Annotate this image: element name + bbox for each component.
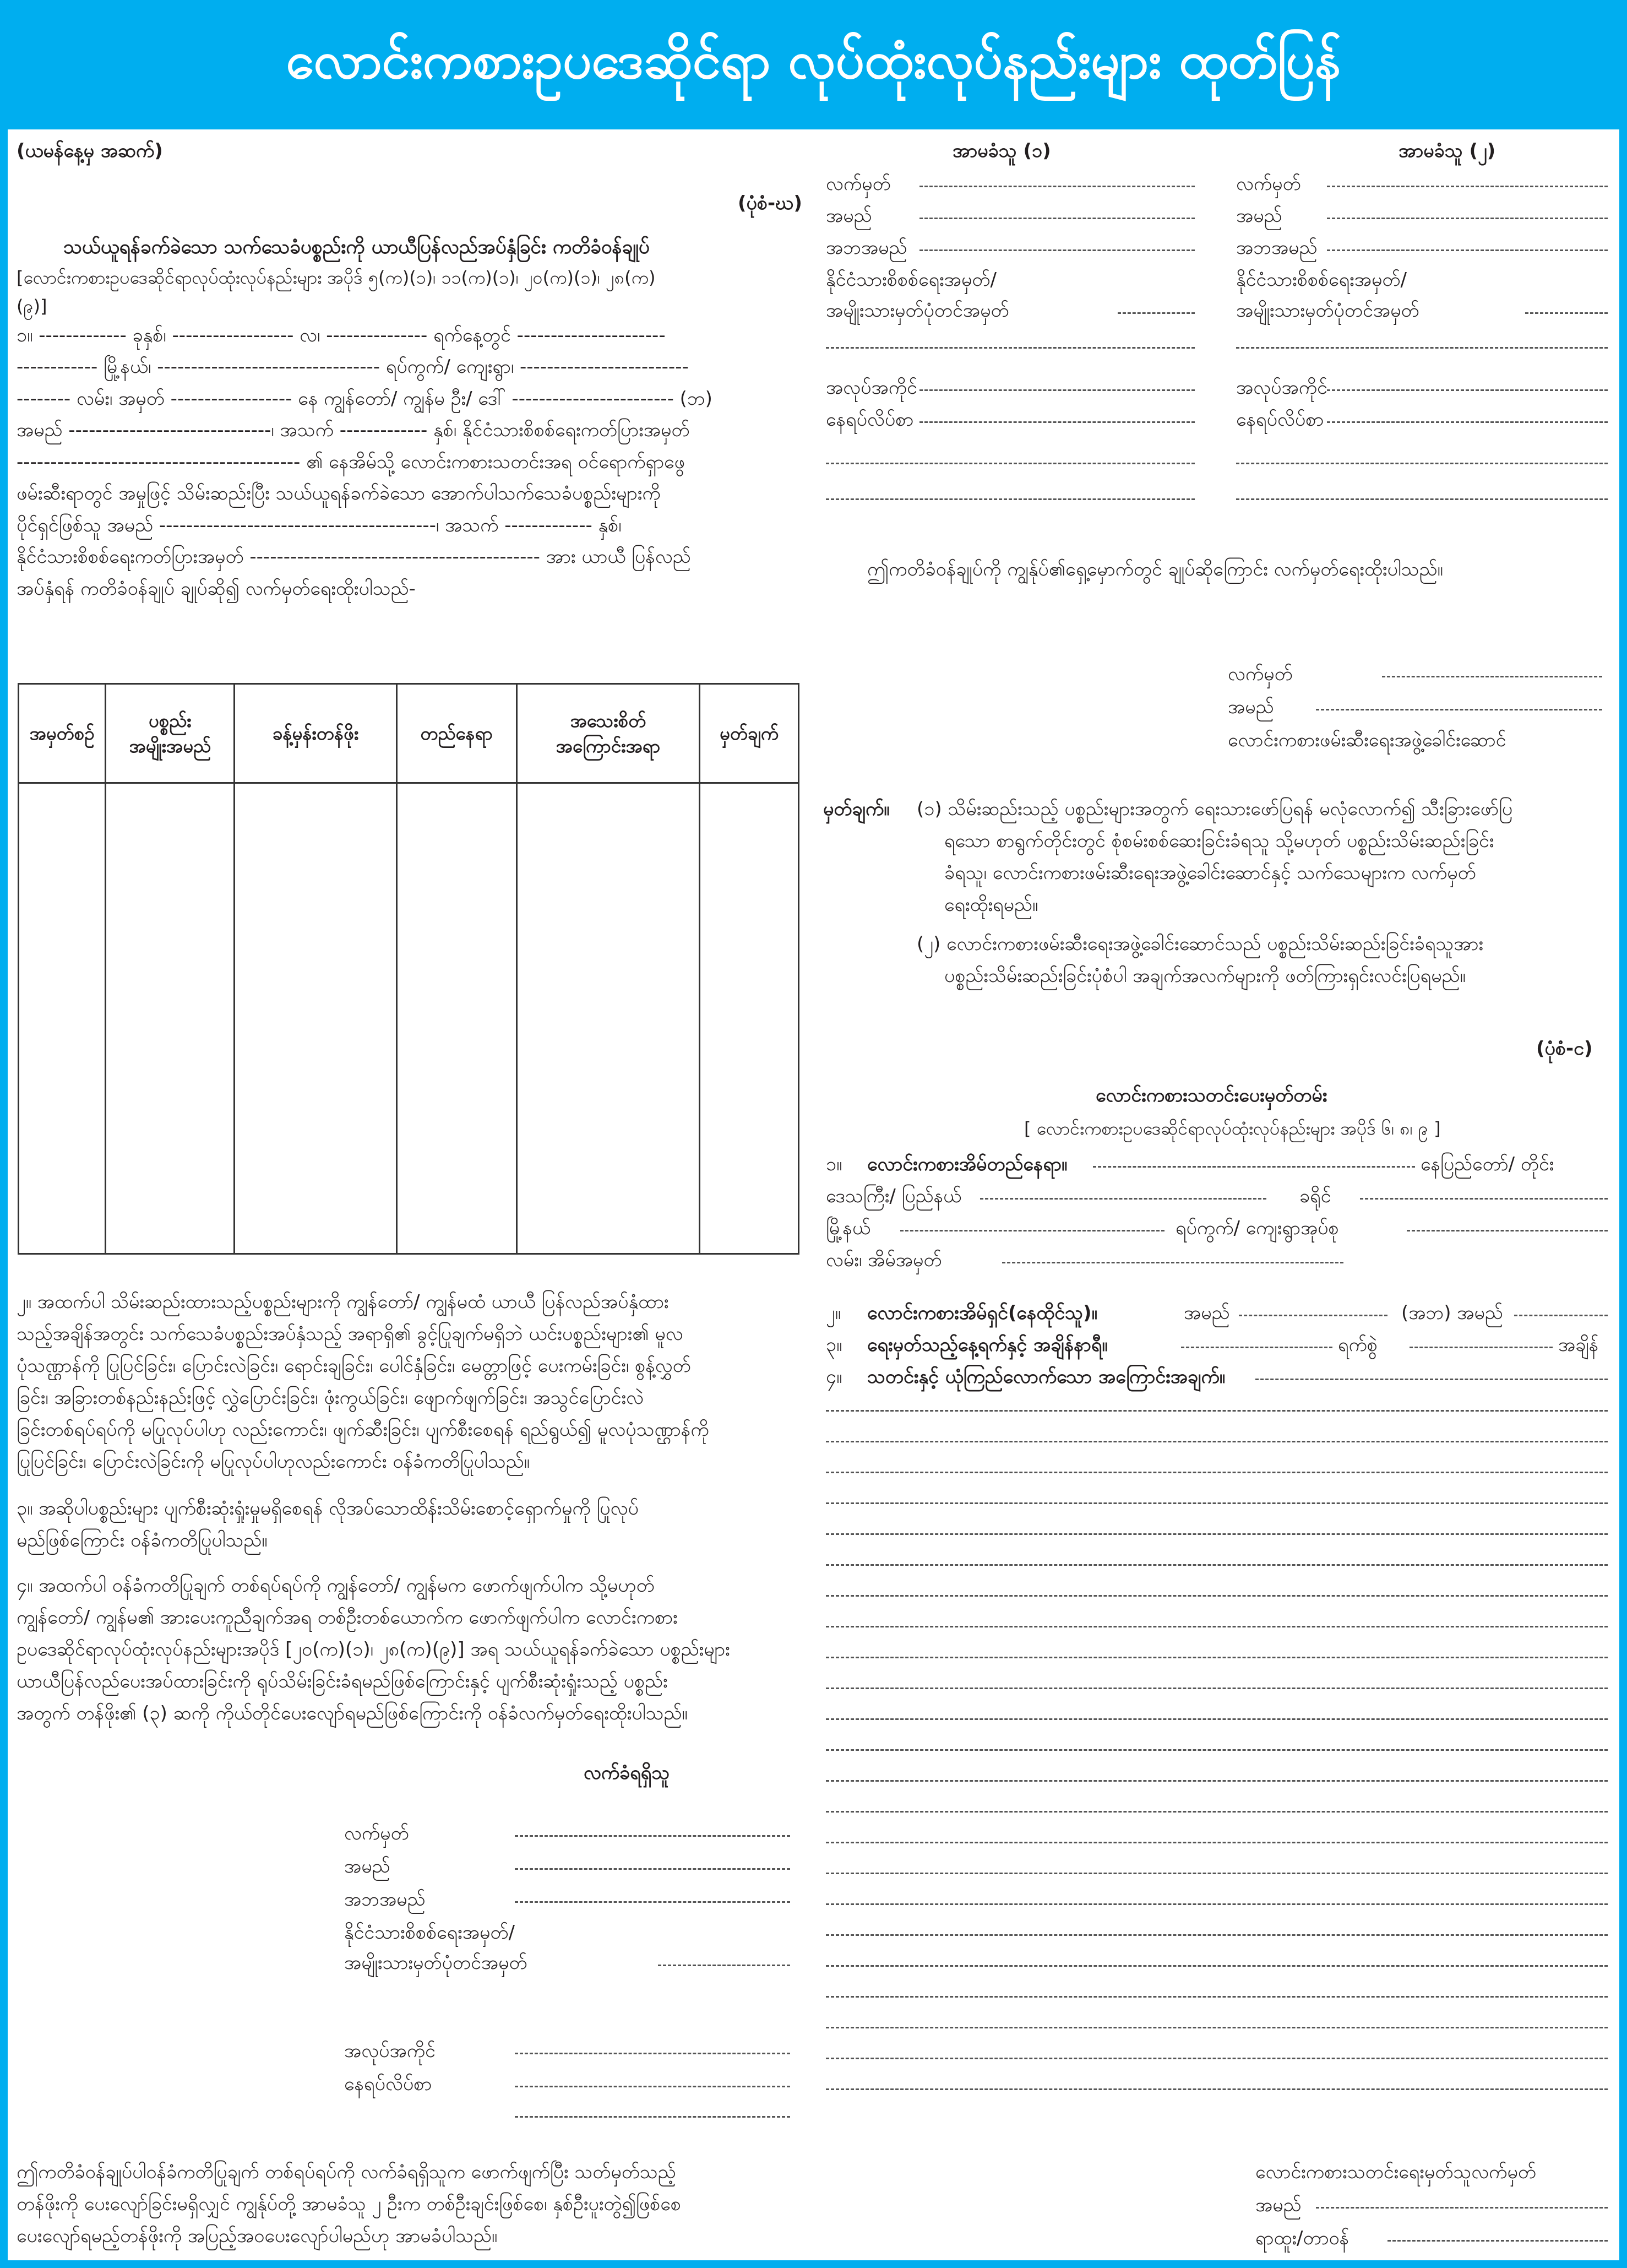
district-line[interactable] [1360, 1198, 1608, 1200]
recorder-name-line[interactable] [1316, 2207, 1608, 2209]
banner-title: လောင်းကစားဥပဒေဆိုင်ရာ လုပ်ထုံးလုပ်နည်းများ ထုတ်ပြန် [286, 30, 1341, 90]
recipient-name-label: အမည် [344, 1855, 390, 1878]
form-reference: [လောင်းကစားဥပဒေဆိုင်ရာလုပ်ထုံးလုပ်နည်းများ အပိုဒ် ၅(က)(၁)၊ ၁၁(က)(၁)၊ ၂၀(က)(၁)၊ ၂၈(က) [17, 267, 656, 288]
table-cell[interactable] [396, 783, 516, 1254]
g1-occupation-line[interactable] [919, 389, 1195, 391]
note-1-line: ခံရသူ၊ လောင်းကစားဖမ်းဆီးရေးအဖွဲ့ခေါင်းဆောင်နှင့် သက်သေများက လက်မှတ် [944, 862, 1476, 884]
reason-writing-line[interactable] [826, 2088, 1608, 2090]
recipient-name-line[interactable] [515, 1868, 790, 1870]
notes-label: မှတ်ချက်။ [823, 798, 890, 820]
table-row [19, 783, 799, 1254]
table-header-row [19, 684, 799, 783]
note-2-line: ပစ္စည်းသိမ်းဆည်းခြင်းပုံစံပါ အချက်အလက်များကို ဖတ်ကြားရှင်းလင်းပြရမည်။ [944, 965, 1466, 987]
table-cell[interactable] [700, 783, 799, 1254]
township-label: မြို့နယ် [826, 1217, 870, 1239]
reason-writing-line[interactable] [826, 1533, 1608, 1535]
reason-line[interactable] [1255, 1379, 1608, 1380]
item-2-number: ၂။ [826, 1302, 841, 1324]
g1-address-line-3[interactable] [826, 498, 1195, 500]
ward-label: ရပ်ကွက်/ ကျေးရွာအုပ်စု [1176, 1217, 1339, 1239]
p2-line: ပြုပြင်ခြင်း၊ ပြောင်းလဲခြင်းကို မပြုလုပ်ပါဟုလည်းကောင်း ဝန်ခံကတိပြုပါသည်။ [17, 1451, 530, 1473]
p1-line: အမည် ------------------------------၊ အသက် ------------- နှစ်၊ နိုင်ငံသားစိစစ်ရေးကတ်ပြားအမှတ် [17, 419, 690, 441]
closing-line: ဤကတိခံဝန်ချုပ်ပါဝန်ခံကတိပြုချက် တစ်ရပ်ရပ်ကို လက်ခံရရှိသူက ဖောက်ဖျက်ပြီး သတ်မှတ်သည့် [17, 2161, 676, 2183]
table-cell[interactable] [19, 783, 106, 1254]
item-1-location-line[interactable] [1093, 1166, 1415, 1168]
reason-writing-line[interactable] [826, 1934, 1608, 1936]
g2-nrc-line[interactable] [1525, 312, 1608, 314]
g1-nrc-line[interactable] [1118, 312, 1195, 314]
witness-statement: ဤကတိခံဝန်ချုပ်ကို ကျွန်ုပ်၏ရှေ့မှောက်တွင် ချုပ်ဆိုကြောင်း လက်မှတ်ရေးထိုးပါသည်။ [867, 558, 1443, 580]
reason-writing-line[interactable] [826, 1873, 1608, 1874]
recipient-father-label: အဘအမည် [344, 1889, 426, 1911]
p1-line: ပိုင်ရှင်ဖြစ်သူ အမည် -----------------------------------------၊ အသက် ------------- နှစ်၊ [17, 514, 622, 536]
col-remarks: မှတ်ချက် [700, 684, 799, 783]
ward-line[interactable] [1407, 1230, 1608, 1231]
recipient-registration-label: အမျိုးသားမှတ်ပုံတင်အမှတ် [344, 1952, 527, 1974]
note-2-line: (၂) လောင်းကစားဖမ်းဆီးရေးအဖွဲ့ခေါင်းဆောင်သည် ပစ္စည်းသိမ်းဆည်းခြင်းခံရသူအား [917, 933, 1484, 955]
note-1-line: ရသော စာရွက်တိုင်းတွင် စုံစမ်းစစ်ဆေးခြင်းခံရသူ သို့မဟုတ် ပစ္စည်းသိမ်းဆည်းခြင်း [944, 830, 1494, 852]
form-title-nga: လောင်းကစားသတင်းပေးမှတ်တမ်း [1096, 1084, 1327, 1106]
recipient-father-line[interactable] [515, 1901, 790, 1903]
p1-line: နိုင်ငံသားစိစစ်ရေးကတ်ပြားအမှတ် ------------------------------------------- အား ယာယီ ပြန်လည် [17, 546, 691, 568]
g1-occupation-label: အလုပ်အကိုင် [826, 377, 917, 399]
g1-name-label: အမည် [826, 205, 872, 227]
g1-nrc-label: နိုင်ငံသားစိစစ်ရေးအမှတ်/ [826, 269, 997, 291]
form-code-nga: (ပုံစံ-င) [1536, 1038, 1593, 1060]
item-4-title: သတင်းနှင့် ယုံကြည်လောက်သော အကြောင်းအချက်။ [867, 1366, 1226, 1388]
reason-writing-line[interactable] [826, 2027, 1608, 2028]
g2-name-label: အမည် [1236, 205, 1282, 227]
street-label: လမ်း၊ အိမ်အမှတ် [826, 1249, 942, 1271]
form-reference-cont: (၉)] [17, 296, 47, 317]
continued-label: (ယမန်နေ့မှ အဆက်) [17, 140, 163, 162]
officer-name-line[interactable] [1316, 709, 1602, 710]
item-2-title: လောင်းကစားအိမ်ရှင်(နေထိုင်သူ)။ [867, 1302, 1097, 1324]
g2-signature-label: လက်မှတ် [1236, 173, 1301, 195]
g1-registration-label: အမျိုးသားမှတ်ပုံတင်အမှတ် [826, 300, 1009, 322]
note-1-line: ရေးထိုးရမည်။ [944, 894, 1038, 916]
g2-nrc-label: နိုင်ငံသားစိစစ်ရေးအမှတ်/ [1236, 269, 1407, 291]
p4-line: ၄။ အထက်ပါ ဝန်ခံကတိပြုချက် တစ်ရပ်ရပ်ကို ကျွန်တော်/ ကျွန်မက ဖောက်ဖျက်ပါက သို့မဟုတ် [17, 1575, 655, 1597]
p4-line: ယာယီပြန်လည်ပေးအပ်ထားခြင်းကို ရုပ်သိမ်းခြင်းခံရမည်ဖြစ်ကြောင်းနှင့် ပျက်စီးဆုံးရှုံးသည့် ပစ္စည်း [17, 1670, 668, 1692]
street-line[interactable] [1002, 1262, 1343, 1263]
g1-signature-line[interactable] [919, 186, 1195, 187]
recipient-address-label: နေရပ်လိပ်စာ [344, 2073, 432, 2095]
p2-line: ၂။ အထက်ပါ သိမ်းဆည်းထားသည့်ပစ္စည်းများကို ကျွန်တော်/ ကျွန်မထံ ယာယီ ပြန်လည်အပ်နှံထား [17, 1291, 669, 1313]
p2-line: ခြင်းတစ်ရပ်ရပ်ကို မပြုလုပ်ပါဟု လည်းကောင်း၊ ဖျက်ဆီးခြင်း၊ ပျက်စီးစေရန် ရည်ရွယ်၍ မူလပုံသဏ္ဌာန်ကို [17, 1419, 709, 1441]
recorder-name-label: အမည် [1255, 2194, 1302, 2216]
g2-occupation-line[interactable] [1327, 389, 1608, 391]
reason-writing-line[interactable] [826, 1688, 1608, 1689]
item-4-number: ၄။ [826, 1366, 842, 1388]
recipient-nrc-line[interactable] [658, 1965, 790, 1966]
item-3-title: ရေးမှတ်သည့်နေ့ရက်နှင့် အချိန်နာရီ။ [867, 1334, 1108, 1356]
col-serial: အမှတ်စဉ် [19, 684, 106, 783]
evidence-table [18, 683, 799, 1255]
table-cell[interactable] [235, 783, 396, 1254]
owner-father-label: (အဘ) အမည် [1401, 1302, 1503, 1324]
p1-line: ၁။ ------------- ခုနှစ်၊ ------------------ လ၊ --------------- ရက်နေ့တွင် ---------------------- [17, 324, 666, 346]
recipient-address-line[interactable] [515, 2086, 790, 2087]
region-line[interactable] [980, 1198, 1266, 1200]
g2-address-line-2[interactable] [1236, 463, 1608, 464]
recipient-signature-label: လက်မှတ် [344, 1822, 409, 1844]
officer-name-label: အမည် [1228, 696, 1274, 718]
form-title-gha: သယ်ယူရန်ခက်ခဲသော သက်သေခံပစ္စည်းကို ယာယီပြန်လည်အပ်နှံခြင်း ကတိခံဝန်ချုပ် [63, 236, 650, 258]
recipient-signature-line[interactable] [515, 1835, 790, 1837]
p2-line: ပုံသဏ္ဌာန်ကို ပြုပြင်ခြင်း၊ ပြောင်းလဲခြင်း၊ ရောင်းချခြင်း၊ ပေါင်နှံခြင်း၊ မေတ္တာဖြင့် ပေးကမ်းခြင်း၊ စွန့်လွှတ် [17, 1355, 691, 1377]
time-label: အချိန် [1558, 1334, 1599, 1356]
page-banner [0, 0, 1627, 129]
p2-line: သည့်အချိန်အတွင်း သက်သေခံပစ္စည်းအပ်နှံသည့် အရာရှိ၏ ခွင့်ပြုချက်မရှိဘဲ ယင်းပစ္စည်းများ၏ မူလ [17, 1323, 683, 1345]
recipient-occupation-line[interactable] [515, 2053, 790, 2054]
g2-signature-line[interactable] [1327, 186, 1608, 187]
p4-line: ဥပဒေဆိုင်ရာလုပ်ထုံးလုပ်နည်းများအပိုဒ် [၂၀(က)(၁)၊ ၂၈(က)(၉)] အရ သယ်ယူရန်ခက်ခဲသော ပစ္စည်းများ [17, 1638, 730, 1661]
p1-line: ဖမ်းဆီးရာတွင် အမှုဖြင့် သိမ်းဆည်းပြီး သယ်ယူရန်ခက်ခဲသော အောက်ပါသက်သေခံပစ္စည်းများကို [17, 482, 661, 504]
reason-writing-line[interactable] [826, 1502, 1608, 1504]
col-item-name: ပစ္စည်း အမျိုးအမည် [106, 684, 235, 783]
col-location: တည်နေရာ [396, 684, 516, 783]
g2-address-label: နေရပ်လိပ်စာ [1236, 409, 1324, 431]
form-code-gha: (ပုံစံ-ဃ) [738, 192, 802, 214]
owner-name-line[interactable] [1239, 1315, 1387, 1316]
guarantor-1-heading: အာမခံသူ (၁) [953, 140, 1051, 162]
recorder-rank-line[interactable] [1387, 2240, 1608, 2242]
recipient-address-line-2[interactable] [515, 2116, 790, 2118]
col-estimated-value: ခန့်မှန်းတန်ဖိုး [235, 684, 396, 783]
p1-line: -------- လမ်း၊ အမှတ် ------------------ နေ ကျွန်တော်/ ကျွန်မ ဦး/ ဒေါ် ------------------------ (ဘ) [17, 388, 712, 410]
g2-registration-label: အမျိုးသားမှတ်ပုံတင်အမှတ် [1236, 300, 1419, 322]
township-line[interactable] [900, 1230, 1165, 1231]
col-details: အသေးစိတ် အကြောင်းအရာ [516, 684, 699, 783]
time-line[interactable] [1410, 1347, 1553, 1348]
g2-name-line[interactable] [1327, 218, 1608, 219]
p1-line: ------------------------------------------ ၏ နေအိမ်သို့ လောင်းကစားသတင်းအရ ဝင်ရောက်ရှာဖွေ [17, 451, 685, 473]
date-label: ရက်စွဲ [1338, 1334, 1378, 1356]
item-1-suffix: နေပြည်တော်/ တိုင်း [1421, 1153, 1554, 1175]
recorder-rank-label: ရာထူး/တာဝန် [1255, 2227, 1350, 2249]
recipient-heading: လက်ခံရရှိသူ [584, 1762, 670, 1784]
recorder-signature-label: လောင်းကစားသတင်းရေးမှတ်သူလက်မှတ် [1255, 2161, 1536, 2183]
officer-signature-label: လက်မှတ် [1228, 663, 1293, 685]
date-line[interactable] [1181, 1347, 1332, 1348]
reason-writing-line[interactable] [826, 1749, 1608, 1751]
note-1-line: (၁) သိမ်းဆည်းသည့် ပစ္စည်းများအတွက် ရေးသားဖော်ပြရန် မလုံလောက်၍ သီးခြားဖော်ပြ [917, 798, 1513, 820]
reason-writing-line[interactable] [826, 1718, 1608, 1720]
table-cell[interactable] [516, 783, 699, 1254]
officer-signature-line[interactable] [1382, 676, 1602, 677]
g2-father-label: အဘအမည် [1236, 237, 1318, 259]
reason-writing-line[interactable] [826, 1842, 1608, 1843]
g1-address-label: နေရပ်လိပ်စာ [826, 409, 914, 431]
reason-writing-line[interactable] [826, 1564, 1608, 1566]
p4-line: အတွက် တန်ဖိုး၏ (၃) ဆကို ကိုယ်တိုင်ပေးလျော်ရမည်ဖြစ်ကြောင်းကို ဝန်ခံလက်မှတ်ရေးထိုးပါသည်။ [17, 1702, 688, 1724]
g2-occupation-label: အလုပ်အကိုင် [1236, 377, 1327, 399]
table-cell[interactable] [106, 783, 235, 1254]
g2-address-line[interactable] [1327, 421, 1608, 423]
item-1-number: ၁။ [826, 1153, 842, 1175]
p4-line: ကျွန်တော်/ ကျွန်မ၏ အားပေးကူညီချက်အရ တစ်ဦးတစ်ယောက်က ဖောက်ဖျက်ပါက လောင်းကစား [17, 1607, 678, 1629]
reason-writing-line[interactable] [826, 1472, 1608, 1473]
reason-writing-line[interactable] [826, 1595, 1608, 1597]
district-label: ခရိုင် [1299, 1185, 1331, 1207]
closing-line: ပေးလျော်ရမည့်တန်ဖိုးကို အပြည့်အဝပေးလျော်ပါမည်ဟု အာမခံပါသည်။ [17, 2225, 498, 2247]
p1-line: အပ်နှံရန် ကတိခံဝန်ချုပ် ချုပ်ဆို၍ လက်မှတ်ရေးထိုးပါသည်- [17, 578, 416, 600]
g2-address-line-3[interactable] [1236, 498, 1608, 500]
guarantor-2-heading: အာမခံသူ (၂) [1399, 140, 1496, 162]
reason-writing-line[interactable] [826, 1626, 1608, 1627]
g2-father-line[interactable] [1327, 249, 1608, 251]
reason-writing-line[interactable] [826, 1996, 1608, 1998]
owner-father-line[interactable] [1514, 1315, 1608, 1316]
p2-line: ခြင်း၊ အခြားတစ်နည်းနည်းဖြင့် လွှဲပြောင်းခြင်း၊ ဖုံးကွယ်ခြင်း၊ ဖျောက်ဖျက်ခြင်း၊ အသွင်ပြောင်းလဲ [17, 1387, 644, 1409]
p3-line: ၃။ အဆိုပါပစ္စည်းများ ပျက်စီးဆုံးရှုံးမှုမရှိစေရန် လိုအပ်သောထိန်းသိမ်းစောင့်ရှောက်မှုကို ပြုလုပ် [17, 1497, 639, 1520]
reason-writing-line[interactable] [826, 1965, 1608, 1967]
reason-writing-line[interactable] [826, 1441, 1608, 1442]
p3-line: မည်ဖြစ်ကြောင်း ဝန်ခံကတိပြုပါသည်။ [17, 1529, 268, 1551]
officer-title: လောင်းကစားဖမ်းဆီးရေးအဖွဲ့ခေါင်းဆောင် [1228, 729, 1506, 751]
reason-writing-line[interactable] [826, 2058, 1608, 2059]
recipient-nrc-label: နိုင်ငံသားစိစစ်ရေးအမှတ်/ [344, 1922, 515, 1944]
g1-father-line[interactable] [919, 249, 1195, 251]
g2-extra-line[interactable] [1236, 347, 1608, 349]
item-3-number: ၃။ [826, 1334, 842, 1356]
reason-writing-line[interactable] [826, 1657, 1608, 1658]
reason-writing-line[interactable] [826, 1780, 1608, 1782]
reason-writing-line[interactable] [826, 1811, 1608, 1813]
region-label: ဒေသကြီး/ ပြည်နယ် [826, 1185, 962, 1207]
reason-writing-line[interactable] [826, 1903, 1608, 1905]
closing-line: တန်ဖိုးကို ပေးလျော်ခြင်းမရှိလျှင် ကျွန်ုပ်တို့ အာမခံသူ ၂ ဦးက တစ်ဦးချင်းဖြစ်စေ၊ နှစ်ဦးပူးတွဲ၍ဖြစ်စေ [17, 2193, 681, 2215]
recipient-occupation-label: အလုပ်အကိုင် [344, 2040, 436, 2062]
g1-father-label: အဘအမည် [826, 237, 907, 259]
g1-address-line[interactable] [919, 421, 1195, 423]
item-1-title: လောင်းကစားအိမ်တည်နေရာ။ [867, 1153, 1068, 1175]
g1-extra-line[interactable] [826, 347, 1195, 349]
g1-signature-label: လက်မှတ် [826, 173, 891, 195]
reason-writing-line[interactable] [826, 1410, 1608, 1412]
form-reference-nga: [ လောင်းကစားဥပဒေဆိုင်ရာလုပ်ထုံးလုပ်နည်းများ အပိုဒ် ၆၊ ၈၊ ၉ ] [1024, 1118, 1441, 1139]
g1-name-line[interactable] [919, 218, 1195, 219]
g1-address-line-2[interactable] [826, 463, 1195, 464]
owner-name-label: အမည် [1184, 1302, 1230, 1324]
p1-line: ------------ မြို့နယ်၊ --------------------------------- ရပ်ကွက်/ ကျေးရွာ၊ ------------------------- [17, 356, 689, 378]
